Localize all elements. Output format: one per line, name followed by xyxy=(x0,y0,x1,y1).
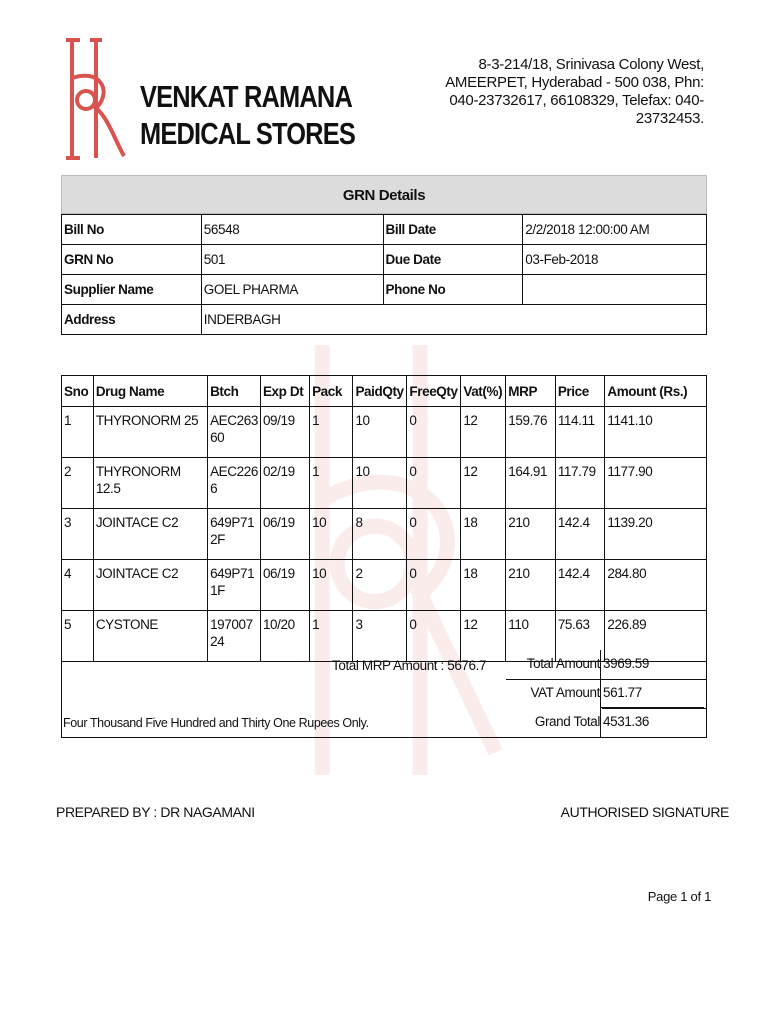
table-cell: 10 xyxy=(310,509,353,560)
table-cell: THYRONORM 12.5 xyxy=(93,458,207,509)
authorised-signature: AUTHORISED SIGNATURE xyxy=(560,804,729,820)
table-cell: 75.63 xyxy=(555,611,605,662)
items-header-row xyxy=(62,376,707,407)
column-header: FreeQty xyxy=(407,376,461,407)
table-row xyxy=(62,509,707,560)
vat-row-content xyxy=(506,679,706,708)
table-cell: 2 xyxy=(62,458,94,509)
table-cell: 142.4 xyxy=(555,509,605,560)
column-header: Amount (Rs.) xyxy=(605,376,707,407)
column-header: Pack xyxy=(310,376,353,407)
table-cell: 0 xyxy=(407,458,461,509)
table-cell: 1141.10 xyxy=(605,407,707,458)
hr-monogram-logo xyxy=(62,38,126,160)
page-number: Page 1 of 1 xyxy=(647,889,711,904)
table-cell: 3 xyxy=(353,611,407,662)
info-row xyxy=(62,215,707,245)
table-cell: 117.79 xyxy=(555,458,605,509)
table-cell: 110 xyxy=(506,611,556,662)
table-cell: 10 xyxy=(353,458,407,509)
vat-amount-value: 561.77 xyxy=(600,679,704,708)
table-row xyxy=(62,407,707,458)
column-header: Vat(%) xyxy=(461,376,506,407)
table-cell: 210 xyxy=(506,509,556,560)
grand-total-value: 4531.36 xyxy=(600,708,704,737)
table-row xyxy=(62,458,707,509)
table-cell: 4 xyxy=(62,560,94,611)
total-mrp-amount: Total MRP Amount : 5676.7 xyxy=(332,658,487,673)
table-cell: 0 xyxy=(407,611,461,662)
info-label: Due Date xyxy=(383,245,523,275)
table-cell: 10 xyxy=(310,560,353,611)
amount-in-words: Four Thousand Five Hundred and Thirty One Rupees Only. xyxy=(63,716,369,730)
table-cell: 197007 24 xyxy=(208,611,261,662)
info-row xyxy=(62,305,707,335)
vat-amount-label: VAT Amount xyxy=(530,685,600,700)
table-cell: 06/19 xyxy=(260,509,309,560)
table-cell: CYSTONE xyxy=(93,611,207,662)
table-cell: 02/19 xyxy=(260,458,309,509)
table-cell: 0 xyxy=(407,560,461,611)
column-header: Exp Dt xyxy=(260,376,309,407)
table-cell: 159.76 xyxy=(506,407,556,458)
info-label: Address xyxy=(62,305,202,335)
table-cell: 1 xyxy=(310,611,353,662)
info-value: 03-Feb-2018 xyxy=(523,245,707,275)
table-cell: 1177.90 xyxy=(605,458,707,509)
table-cell: 1139.20 xyxy=(605,509,707,560)
info-value: 501 xyxy=(201,245,383,275)
table-cell: 12 xyxy=(461,458,506,509)
table-cell: 3 xyxy=(62,509,94,560)
info-value: INDERBAGH xyxy=(201,305,706,335)
table-cell: 10/20 xyxy=(260,611,309,662)
table-cell: 164.91 xyxy=(506,458,556,509)
info-label: Bill Date xyxy=(383,215,523,245)
table-cell: 226.89 xyxy=(605,611,707,662)
table-cell: 114.11 xyxy=(555,407,605,458)
column-header: PaidQty xyxy=(353,376,407,407)
column-header: Btch xyxy=(208,376,261,407)
table-cell: 142.4 xyxy=(555,560,605,611)
info-value xyxy=(523,275,707,305)
info-label: Bill No xyxy=(62,215,202,245)
info-row xyxy=(62,245,707,275)
items-table xyxy=(61,375,707,662)
info-label: Phone No xyxy=(383,275,523,305)
table-cell: AEC263 60 xyxy=(208,407,261,458)
total-amount-label: Total Amount xyxy=(526,656,600,671)
store-name: VENKAT RAMANA MEDICAL STORES xyxy=(140,79,355,151)
table-cell: 2 xyxy=(353,560,407,611)
store-address: 8-3-214/18, Srinivasa Colony West, AMEERPET, Hyderabad - 500 038, Phn: 040-23732617, 66108329, Telefax: 040-23732453. xyxy=(445,56,704,127)
table-cell: 8 xyxy=(353,509,407,560)
table-cell: 06/19 xyxy=(260,560,309,611)
table-cell: AEC226 6 xyxy=(208,458,261,509)
table-cell: 1 xyxy=(62,407,94,458)
info-value: 56548 xyxy=(201,215,383,245)
table-cell: 0 xyxy=(407,407,461,458)
info-label: Supplier Name xyxy=(62,275,202,305)
table-cell: 10 xyxy=(353,407,407,458)
table-cell: JOINTACE C2 xyxy=(93,509,207,560)
column-header: MRP xyxy=(506,376,556,407)
table-row xyxy=(62,560,707,611)
info-label: GRN No xyxy=(62,245,202,275)
table-cell: JOINTACE C2 xyxy=(93,560,207,611)
grand-total-label: Grand Total xyxy=(534,714,600,729)
table-cell: 12 xyxy=(461,407,506,458)
grn-info-table xyxy=(61,214,707,335)
info-value: 2/2/2018 12:00:00 AM xyxy=(523,215,707,245)
prepared-by: PREPARED BY : DR NAGAMANI xyxy=(56,804,255,820)
info-value: GOEL PHARMA xyxy=(201,275,383,305)
table-cell: 5 xyxy=(62,611,94,662)
table-cell: 649P71 1F xyxy=(208,560,261,611)
table-cell: 09/19 xyxy=(260,407,309,458)
info-row xyxy=(62,275,707,305)
table-cell: 1 xyxy=(310,458,353,509)
table-cell: 0 xyxy=(407,509,461,560)
grand-total-row xyxy=(506,708,706,737)
grn-details-title: GRN Details xyxy=(61,175,707,214)
table-cell: 18 xyxy=(461,509,506,560)
total-amount-value: 3969.59 xyxy=(600,650,704,679)
total-amount-row xyxy=(506,650,706,680)
column-header: Price xyxy=(555,376,605,407)
table-cell: 18 xyxy=(461,560,506,611)
table-cell: THYRONORM 25 xyxy=(93,407,207,458)
column-header: Sno xyxy=(62,376,94,407)
table-cell: 1 xyxy=(310,407,353,458)
totals-section xyxy=(61,650,707,738)
table-cell: 649P71 2F xyxy=(208,509,261,560)
table-cell: 284.80 xyxy=(605,560,707,611)
column-header: Drug Name xyxy=(93,376,207,407)
table-cell: 210 xyxy=(506,560,556,611)
table-cell: 12 xyxy=(461,611,506,662)
